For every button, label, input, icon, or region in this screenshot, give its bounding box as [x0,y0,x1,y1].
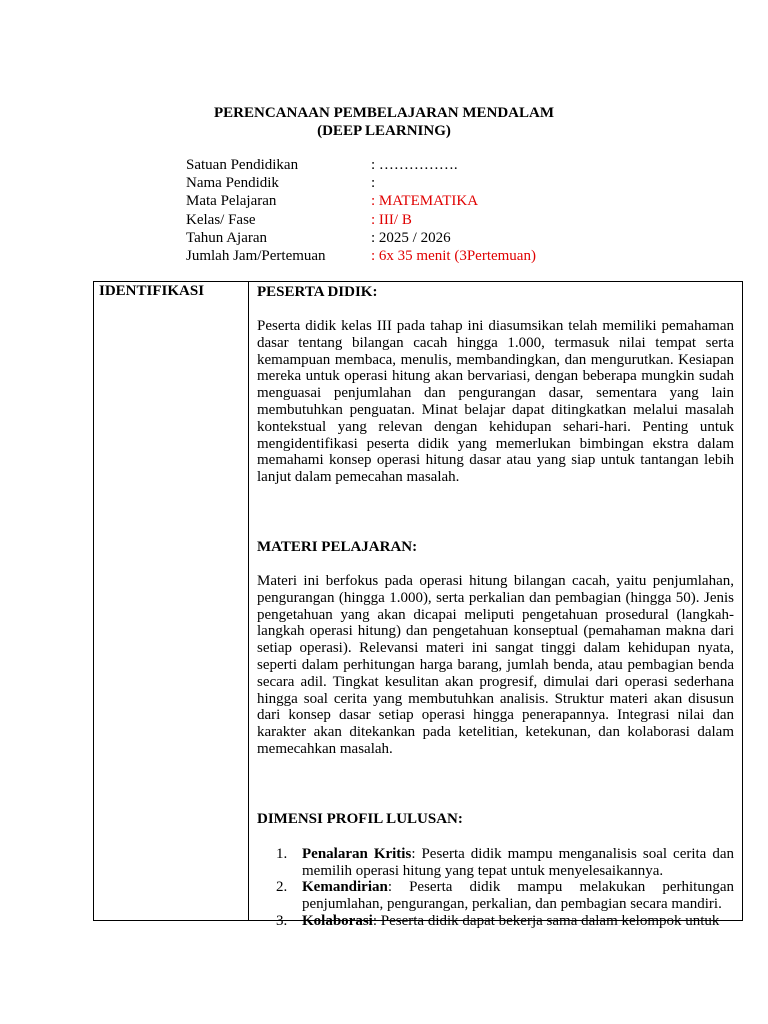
list-text: : Peserta didik mampu menganalisis soal cerita dan memilih operasi hitung yang tepat untuk menyelesaikannya. [302,845,734,879]
list-item [257,879,734,913]
info-label: Kelas/ Fase [186,211,256,228]
peserta-heading: PESERTA DIDIK: [257,284,378,300]
dimensi-list [257,846,734,930]
section-content [257,283,734,930]
list-item [257,846,734,880]
list-term: Kolaborasi [302,912,373,929]
info-value: : ……………. [371,157,458,173]
info-label: Tahun Ajaran [186,229,268,246]
info-value: : III/ B [371,211,412,228]
column-divider [248,282,249,920]
list-number: 1. [276,845,288,862]
dimensi-heading: DIMENSI PROFIL LULUSAN: [257,810,463,827]
info-value: : 2025 / 2026 [371,229,451,246]
document-title: PERENCANAAN PEMBELAJARAN MENDALAM [214,105,554,121]
list-text: : Peserta didik mampu melakukan perhitungan penjumlahan, pengurangan, perkalian, dan pembagian secara mandiri. [302,879,734,913]
info-value: : MATEMATIKA [371,193,479,210]
info-label: Jumlah Jam/Pertemuan [186,247,326,264]
list-text: : Peserta didik dapat bekerja sama dalam kelompok untuk [372,912,720,929]
materi-heading: MATERI PELAJARAN: [257,538,418,555]
list-number: 3. [276,912,288,929]
list-item [257,913,734,930]
info-value: : [371,175,376,192]
list-term: Penalaran Kritis [302,845,412,862]
info-label: Satuan Pendidikan [186,157,299,173]
list-term: Kemandirian [302,879,388,896]
list-number: 2. [276,879,288,896]
info-value: : 6x 35 menit (3Pertemuan) [371,247,536,264]
identification-table [93,281,743,929]
info-label: Nama Pendidik [186,175,279,192]
peserta-text: Peserta didik kelas III pada tahap ini diasumsikan telah memiliki pemahaman dasar tentang bilangan cacah hingga 1.000, termasuk nilai tempat serta kemampuan membaca, menulis, membandingkan, dan mengurutkan. Kesiapan mereka untuk operasi hitung akan bervariasi, dengan beberapa mungkin sudah menguasai penjumlahan dan pengurangan dasar, sementara yang lain membutuhkan penguatan. Minat belajar dapat ditingkatkan melalui masalah kontekstual yang relevan dengan kehidupan sehari-hari. Penting untuk mengidentifikasi peserta didik yang memerlukan bimbingan ekstra dalam memahami konsep operasi hitung dasar atau yang siap untuk tantangan lebih lanjut dalam pemecahan masalah. [257,318,734,486]
info-label: Mata Pelajaran [186,193,277,210]
section-label: IDENTIFIKASI [99,283,205,299]
materi-text: Materi ini berfokus pada operasi hitung bilangan cacah, yaitu penjumlahan, pengurangan (hingga 1.000), serta perkalian dan pembagian (hingga 50). Jenis pengetahuan yang akan dicapai meliputi pengetahuan prosedural (langkah-langkah operasi hitung) dan pengetahuan konseptual (pemahaman makna dari setiap operasi). Relevansi materi ini sangat tinggi dalam kehidupan nyata, seperti dalam perhitungan harga barang, jumlah benda, atau pembagian benda secara adil. Tingkat kesulitan akan progresif, dimulai dari operasi sederhana hingga soal cerita yang membutuhkan analisis. Struktur materi akan disusun dari konsep dasar setiap operasi hingga penerapannya. Integrasi nilai dan karakter akan ditekankan pada ketelitian, ketekunan, dan kolaborasi dalam memecahkan masalah. [257,572,734,757]
document-subtitle: (DEEP LEARNING) [317,123,451,139]
